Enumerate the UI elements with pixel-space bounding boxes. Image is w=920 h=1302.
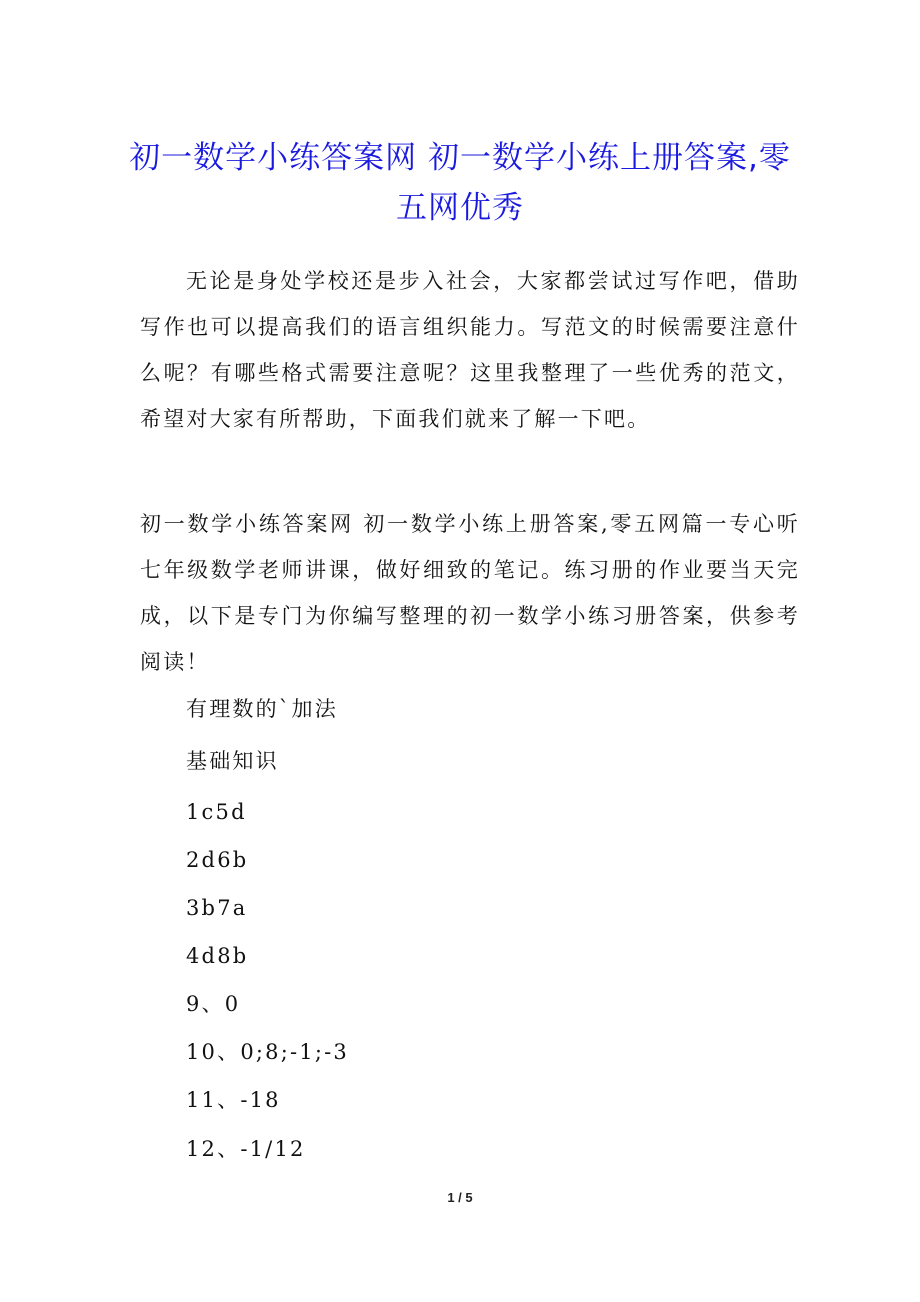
answer-line: 4d8b bbox=[186, 944, 249, 968]
answer-line: 3b7a bbox=[186, 896, 248, 920]
subsection-heading: 基础知识 bbox=[186, 749, 279, 773]
answer-line: 9、0 bbox=[186, 992, 241, 1016]
section-intro-paragraph: 初一数学小练答案网 初一数学小练上册答案,零五网篇一专心听七年级数学老师讲课，做好细致的笔记。练习册的作业要当天完成，以下是专门为你编写整理的初一数学小练习册答案，供参考阅读！ bbox=[140, 512, 800, 674]
answer-line: 12、-1/12 bbox=[186, 1137, 306, 1161]
answer-line: 11、-18 bbox=[186, 1088, 281, 1112]
answer-line: 1c5d bbox=[186, 800, 247, 824]
section-heading: 有理数的`加法 bbox=[186, 697, 338, 721]
answer-line: 10、0;8;-1;-3 bbox=[186, 1040, 349, 1064]
page-indicator: 1 / 5 bbox=[447, 1190, 473, 1205]
document-title: 初一数学小练答案网 初一数学小练上册答案,零五网优秀 bbox=[129, 139, 791, 226]
answer-line: 2d6b bbox=[186, 848, 249, 872]
intro-paragraph: 无论是身处学校还是步入社会，大家都尝试过写作吧，借助写作也可以提高我们的语言组织能力。写范文的时候需要注意什么呢？有哪些格式需要注意呢？这里我整理了一些优秀的范文，希望对大家有所帮助，下面我们就来了解一下吧。 bbox=[140, 269, 800, 431]
